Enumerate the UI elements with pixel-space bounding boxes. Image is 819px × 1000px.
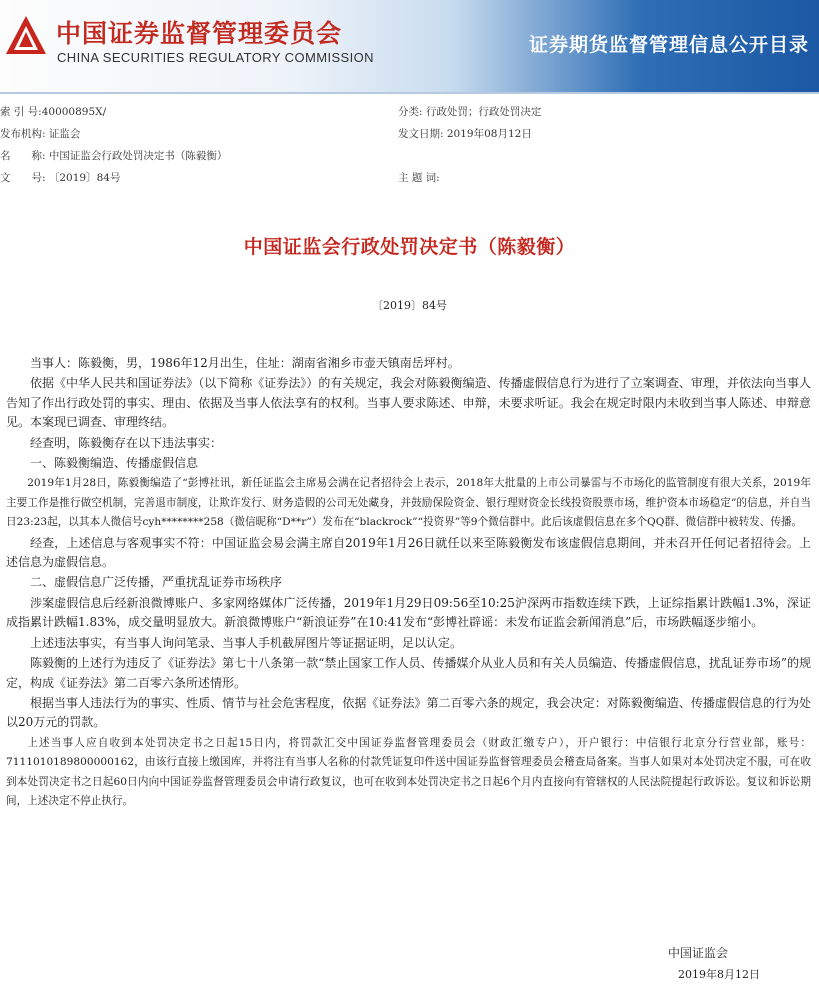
org-name-cn: 中国证券监督管理委员会 <box>56 19 343 48</box>
org-name-en: CHINA SECURITIES REGULATORY COMMISSION <box>57 50 374 65</box>
paragraph: 陈毅衡的上述行为违反了《证券法》第七十八条第一款“禁止国家工作人员、传播媒介从业人员和有关人员编造、传播虚假信息，扰乱证券市场”的规定，构成《证券法》第二百零六条所述情形。 <box>6 656 811 690</box>
meta-keywords: 主 题 词: <box>398 172 440 184</box>
meta-doc-number: 文 号: 〔2019〕84号 <box>0 172 121 184</box>
paragraph: 根据当事人违法行为的事实、性质、情节与社会危害程度，依据《证券法》第二百零六条的规定，我会决定：对陈毅衡编造、传播虚假信息的行为处以20万元的罚款。 <box>6 695 811 730</box>
paragraph: 经查，上述信息与客观事实不符：中国证监会易会满主席自2019年1月26日就任以来至陈毅衡发布该虚假信息期间，并未召开任何记者招待会。上述信息为虚假信息。 <box>6 535 811 570</box>
document-title: 中国证监会行政处罚决定书（陈毅衡） <box>243 236 576 258</box>
paragraph: 当事人：陈毅衡，男，1986年12月出生，住址：湖南省湘乡市壶天镇南岳坪村。 <box>30 356 460 370</box>
meta-issuer: 发布机构: 证监会 <box>0 128 81 140</box>
signature: 中国证监会 <box>668 946 729 960</box>
meta-index-no: 索 引 号:40000895X/ <box>0 106 107 118</box>
site-header <box>0 0 819 94</box>
meta-category: 分类: 行政处罚；行政处罚决定 <box>398 106 542 118</box>
paragraph: 涉案虚假信息后经新浪微博账户、多家网络媒体广泛传播，2019年1月29日09:56至10:25沪深两市指数连续下跌，上证综指累计跌幅1.3%，深证成指累计跌幅1.83%，成交量明显放大。新浪微博账户“新浪证券”在10:41发布“彭博社辟谣：未发布证监会新闻消息”后，市场跌幅逐步缩小。 <box>6 595 811 630</box>
paragraph: 上述违法事实，有当事人询问笔录、当事人手机截屏图片等证据证明，足以认定。 <box>30 635 463 650</box>
document-number: 〔2019〕84号 <box>372 299 447 312</box>
paragraph: 经查明，陈毅衡存在以下违法事实： <box>30 435 223 450</box>
paragraph: 2019年1月28日，陈毅衡编造了“彭博社讯，新任证监会主席易会满在记者招待会上表示，2018年大批量的上市公司暴雷与不市场化的监管制度有很大关系，2019年主要工作是推行做空机制，完善退市制度，让欺诈发行、财务造假的公司无处藏身，并鼓励保险资金、银行理财资金长线投资股票市场，维护资本市场稳定”的信息，并自当日23:23起，以其本人微信号cyh********258（微信昵称“D**r”）发布在“blackrock”“投资界”等9个微信群中。此后该虚假信息在多个QQ群、微信群中被转发、传播。 <box>6 477 811 529</box>
signature-date: 2019年8月12日 <box>678 968 760 981</box>
document-metadata <box>0 104 819 192</box>
paragraph: 依据《中华人民共和国证券法》（以下简称《证券法》）的有关规定，我会对陈毅衡编造、传播虚假信息行为进行了立案调查、审理，并依法向当事人告知了作出行政处罚的事实、理由、依据及当事人依法享有的权利。当事人要求陈述、申辩，未要求听证。我会在规定时限内未收到当事人陈述、申辩意见。本案现已调查、审理终结。 <box>6 376 811 430</box>
paragraph: 上述当事人应自收到本处罚决定书之日起15日内，将罚款汇交中国证券监督管理委员会（财政汇缴专户），开户银行：中信银行北京分行营业部，账号：7111010189800000162，由该行直接上缴国库，并将注有当事人名称的付款凭证复印件送中国证券监督管理委员会稽查局备案。当事人如果对本处罚决定不服，可在收到本处罚决定书之日起60日内向中国证券监督管理委员会申请行政复议，也可在收到本处罚决定书之日起6个月内直接向有管辖权的人民法院提起行政诉讼。复议和诉讼期间，上述决定不停止执行。 <box>6 736 811 807</box>
section-heading: 一、陈毅衡编造、传播虚假信息 <box>30 456 199 471</box>
meta-name: 名 称: 中国证监会行政处罚决定书（陈毅衡） <box>0 150 228 162</box>
site-title[interactable]: 证券期货监督管理信息公开目录 <box>528 34 809 56</box>
meta-issue-date: 发文日期: 2019年08月12日 <box>398 128 532 140</box>
section-heading: 二、虚假信息广泛传播，严重扰乱证券市场秩序 <box>30 575 283 590</box>
document-body <box>6 354 811 812</box>
csrc-logo-icon <box>4 14 48 58</box>
